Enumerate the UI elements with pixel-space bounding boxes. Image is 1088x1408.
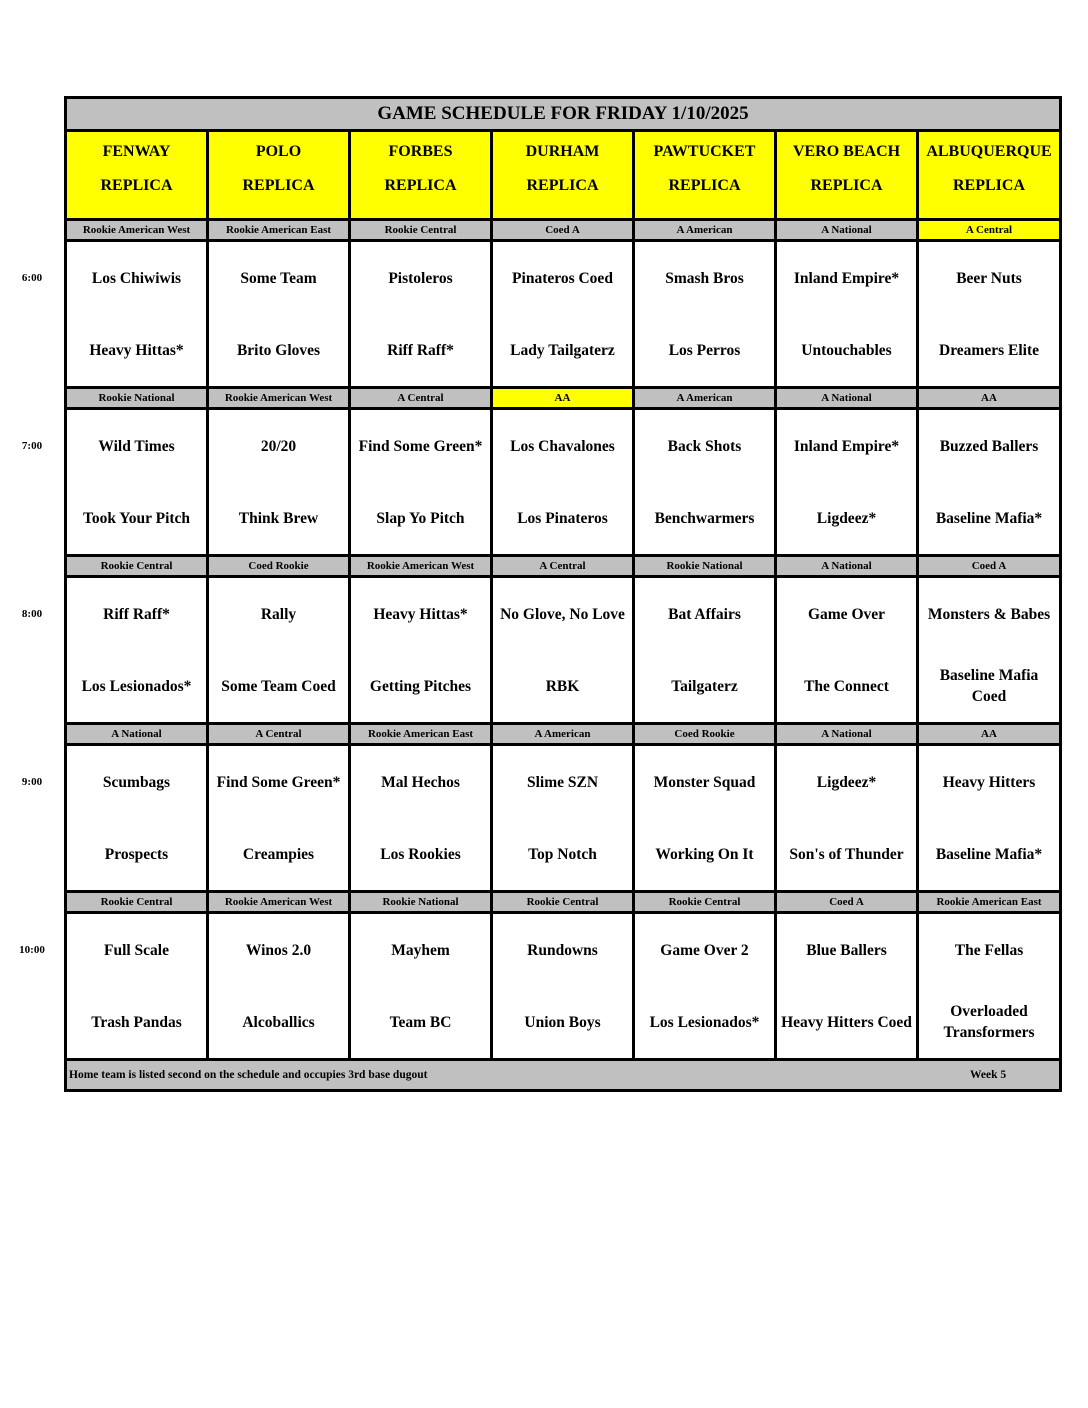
game-cell: [67, 746, 209, 890]
away-team: Mayhem: [391, 941, 450, 959]
division-label: A National: [777, 557, 919, 575]
time-label: 8:00: [21, 608, 43, 620]
time-label: 6:00: [21, 272, 43, 284]
game-cell: [209, 746, 351, 890]
division-row: [67, 893, 1059, 914]
field-header: [777, 132, 919, 218]
game-cell: [777, 410, 919, 554]
home-team: Brito Gloves: [236, 341, 321, 359]
home-team: Took Your Pitch: [82, 509, 191, 527]
division-label: Rookie Central: [67, 893, 209, 911]
away-team: Los Chiwiwis: [91, 269, 182, 287]
game-cell: [351, 914, 493, 1058]
week-label: Week 5: [970, 1069, 1007, 1081]
home-team: Untouchables: [801, 341, 892, 359]
time-slots: [67, 221, 1059, 1061]
home-team: Top Notch: [528, 845, 597, 863]
game-cell: [209, 410, 351, 554]
home-team: Getting Pitches: [369, 677, 472, 695]
home-team: Heavy Hittas*: [89, 341, 184, 359]
away-team: Riff Raff*: [103, 605, 170, 623]
away-team: Blue Ballers: [806, 941, 887, 959]
time-label: 9:00: [21, 776, 43, 788]
home-team: Los Lesionados*: [649, 1013, 760, 1031]
field-name: PAWTUCKET: [653, 143, 756, 160]
away-team: Beer Nuts: [956, 269, 1022, 287]
home-team: Trash Pandas: [91, 1013, 182, 1031]
field-subtitle: REPLICA: [242, 177, 315, 194]
division-label: AA: [919, 725, 1059, 743]
division-label: A Central: [351, 389, 493, 407]
home-team: Baseline Mafia*: [935, 509, 1043, 527]
field-header: [919, 132, 1059, 218]
home-team: Los Rookies: [380, 845, 461, 863]
division-label: A Central: [493, 557, 635, 575]
game-cell: [919, 242, 1059, 386]
division-label: A Central: [919, 221, 1059, 239]
division-label: Rookie American West: [209, 389, 351, 407]
home-team: Lady Tailgaterz: [510, 341, 615, 359]
game-cell: [919, 914, 1059, 1058]
game-cell: [351, 578, 493, 722]
home-team: Baseline Mafia Coed: [939, 667, 1039, 705]
away-team: Pistoleros: [388, 269, 453, 287]
division-label: Rookie Central: [67, 557, 209, 575]
field-subtitle: REPLICA: [668, 177, 741, 194]
away-team: Rally: [260, 605, 297, 623]
division-label: Rookie American East: [351, 725, 493, 743]
away-team: Monster Squad: [653, 773, 756, 791]
game-cell: [919, 410, 1059, 554]
away-team: The Fellas: [954, 941, 1024, 959]
game-cell: [635, 242, 777, 386]
game-cell: [493, 914, 635, 1058]
away-team: Los Chavalones: [510, 437, 615, 455]
field-subtitle: REPLICA: [384, 177, 457, 194]
away-team: Pinateros Coed: [512, 269, 613, 287]
game-cell: [67, 578, 209, 722]
away-team: No Glove, No Love: [500, 605, 625, 623]
division-label: AA: [493, 389, 635, 407]
field-header: [209, 132, 351, 218]
game-cell: [493, 410, 635, 554]
game-cell: [493, 746, 635, 890]
division-label: Rookie Central: [493, 893, 635, 911]
division-label: Rookie National: [67, 389, 209, 407]
game-cell: [493, 242, 635, 386]
game-cell: [777, 746, 919, 890]
away-team: Mal Hechos: [381, 773, 460, 791]
schedule-title: GAME SCHEDULE FOR FRIDAY 1/10/2025: [67, 99, 1059, 132]
game-cell: [67, 410, 209, 554]
division-label: Rookie Central: [635, 893, 777, 911]
division-label: Rookie American East: [919, 893, 1059, 911]
field-subtitle: REPLICA: [952, 177, 1025, 194]
division-label: Coed A: [919, 557, 1059, 575]
division-row: [67, 725, 1059, 746]
game-cell: [67, 242, 209, 386]
home-team: Slap Yo Pitch: [376, 509, 465, 527]
away-team: Game Over: [807, 605, 886, 623]
time-label: 7:00: [21, 440, 43, 452]
home-team: Think Brew: [238, 509, 319, 527]
division-label: A American: [635, 389, 777, 407]
division-label: Coed A: [777, 893, 919, 911]
away-team: Rundowns: [527, 941, 598, 959]
home-team: Overloaded Transformers: [943, 1003, 1035, 1041]
division-label: Rookie American West: [351, 557, 493, 575]
field-subtitle: REPLICA: [100, 177, 173, 194]
away-team: Find Some Green*: [216, 773, 341, 791]
division-label: Rookie American East: [209, 221, 351, 239]
division-label: A National: [777, 389, 919, 407]
home-team: Some Team Coed: [221, 677, 336, 695]
home-team: Los Perros: [668, 341, 741, 359]
away-team: Inland Empire*: [793, 437, 900, 455]
game-cell: [493, 578, 635, 722]
field-name: VERO BEACH: [792, 143, 901, 160]
division-label: A American: [493, 725, 635, 743]
away-team: Ligdeez*: [816, 773, 877, 791]
home-team: Benchwarmers: [654, 509, 755, 527]
division-label: Coed A: [493, 221, 635, 239]
game-row: [67, 410, 1059, 557]
away-team: Heavy Hittas*: [373, 605, 468, 623]
home-team: Los Pinateros: [517, 509, 608, 527]
game-cell: [67, 914, 209, 1058]
home-team: Alcoballics: [242, 1013, 315, 1031]
home-team: Baseline Mafia*: [935, 845, 1043, 863]
game-cell: [635, 410, 777, 554]
away-team: Smash Bros: [665, 269, 744, 287]
away-team: Winos 2.0: [245, 941, 312, 959]
game-row: [67, 914, 1059, 1061]
home-team: Ligdeez*: [816, 509, 877, 527]
field-name: FENWAY: [102, 143, 171, 160]
home-team: Union Boys: [524, 1013, 601, 1031]
division-label: Rookie National: [351, 893, 493, 911]
game-cell: [209, 242, 351, 386]
away-team: Some Team: [240, 269, 317, 287]
away-team: Slime SZN: [526, 773, 599, 791]
division-row: [67, 389, 1059, 410]
game-cell: [351, 242, 493, 386]
game-cell: [777, 914, 919, 1058]
game-cell: [635, 914, 777, 1058]
home-team: Los Lesionados*: [81, 677, 192, 695]
division-label: AA: [919, 389, 1059, 407]
division-row: [67, 557, 1059, 578]
home-team: Prospects: [104, 845, 169, 863]
away-team: Bat Affairs: [668, 605, 741, 623]
away-team: Monsters & Babes: [927, 605, 1051, 623]
division-label: Rookie National: [635, 557, 777, 575]
division-label: Rookie Central: [351, 221, 493, 239]
away-team: Wild Times: [98, 437, 175, 455]
game-cell: [635, 746, 777, 890]
division-label: Rookie American West: [67, 221, 209, 239]
field-subtitle: REPLICA: [810, 177, 883, 194]
home-team: Team BC: [389, 1013, 452, 1031]
division-label: A National: [777, 221, 919, 239]
game-cell: [209, 578, 351, 722]
away-team: Scumbags: [102, 773, 171, 791]
division-label: A American: [635, 221, 777, 239]
home-team: Working On It: [655, 845, 754, 863]
field-header: [635, 132, 777, 218]
home-team: Tailgaterz: [671, 677, 738, 695]
away-team: Heavy Hitters: [942, 773, 1036, 791]
home-team: The Connect: [804, 677, 889, 695]
away-team: Find Some Green*: [358, 437, 483, 455]
division-label: Coed Rookie: [635, 725, 777, 743]
away-team: 20/20: [260, 437, 297, 455]
division-row: [67, 221, 1059, 242]
game-cell: [777, 578, 919, 722]
field-subtitle: REPLICA: [526, 177, 599, 194]
home-team: Heavy Hitters Coed: [781, 1013, 912, 1031]
field-name: FORBES: [388, 143, 453, 160]
away-team: Buzzed Ballers: [939, 437, 1039, 455]
game-cell: [209, 914, 351, 1058]
field-name: ALBUQUERQUE: [926, 143, 1052, 160]
home-team: Creampies: [242, 845, 315, 863]
division-label: A National: [67, 725, 209, 743]
division-label: Rookie American West: [209, 893, 351, 911]
footer-note: Home team is listed second on the schedule and occupies 3rd base dugout: [69, 1069, 428, 1081]
game-row: [67, 242, 1059, 389]
division-label: A Central: [209, 725, 351, 743]
game-cell: [919, 746, 1059, 890]
game-cell: [351, 410, 493, 554]
field-header-row: [67, 132, 1059, 221]
game-row: [67, 746, 1059, 893]
division-label: A National: [777, 725, 919, 743]
away-team: Inland Empire*: [793, 269, 900, 287]
field-header: [493, 132, 635, 218]
away-team: Back Shots: [667, 437, 742, 455]
division-label: Coed Rookie: [209, 557, 351, 575]
game-cell: [635, 578, 777, 722]
time-label: 10:00: [19, 944, 45, 956]
away-team: Full Scale: [103, 941, 169, 959]
field-name: DURHAM: [525, 143, 600, 160]
home-team: RBK: [545, 677, 580, 695]
home-team: Dreamers Elite: [939, 341, 1039, 359]
schedule-table: [64, 96, 1062, 1092]
home-team: Son's of Thunder: [789, 845, 904, 863]
home-team: Riff Raff*: [387, 341, 454, 359]
field-header: [67, 132, 209, 218]
away-team: Game Over 2: [660, 941, 749, 959]
field-header: [351, 132, 493, 218]
game-row: [67, 578, 1059, 725]
game-cell: [777, 242, 919, 386]
game-cell: [919, 578, 1059, 722]
game-cell: [351, 746, 493, 890]
field-name: POLO: [255, 143, 302, 160]
schedule-footer: [67, 1061, 1059, 1089]
